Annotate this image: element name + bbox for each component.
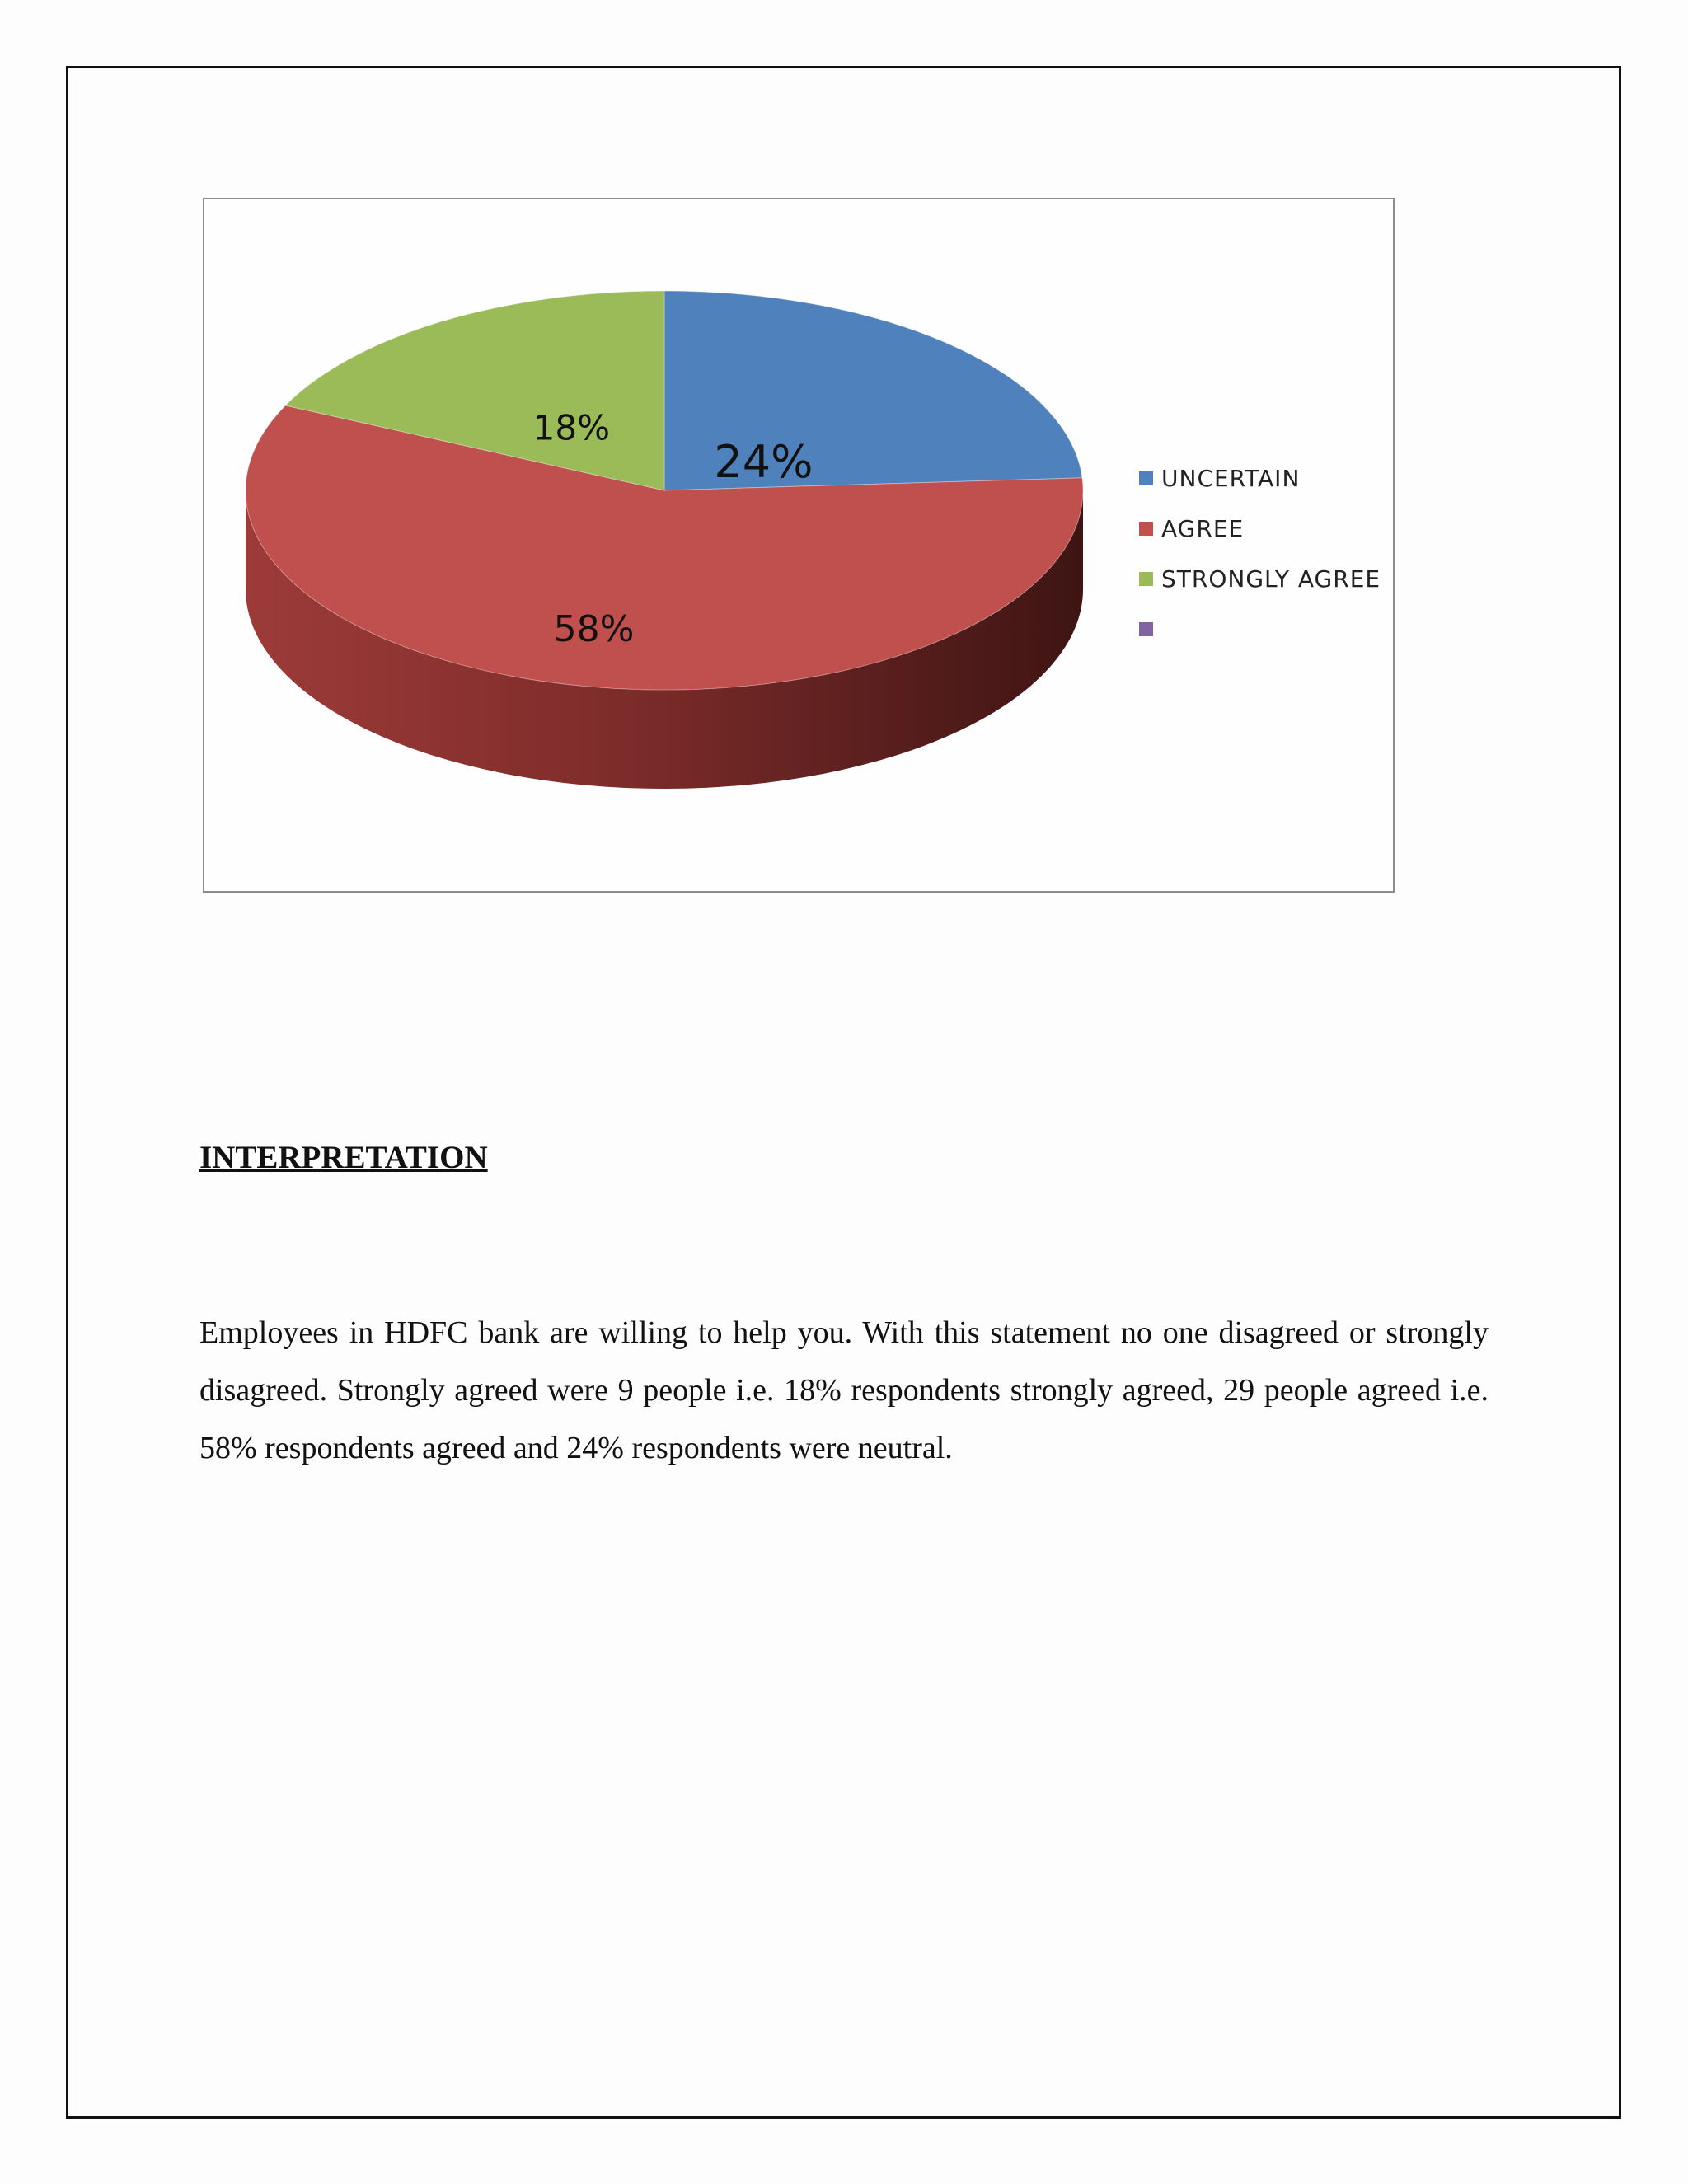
legend-item-agree — [1139, 504, 1386, 554]
data-label-uncertain: 24% — [714, 435, 814, 488]
legend-label-uncertain: UNCERTAIN — [1161, 465, 1301, 492]
chart-legend — [1139, 453, 1386, 654]
legend-label-strongly-agree: STRONGLY AGREE — [1161, 565, 1381, 593]
legend-swatch-uncertain — [1139, 471, 1153, 485]
legend-swatch-agree — [1139, 522, 1153, 536]
legend-item-uncertain — [1139, 453, 1386, 504]
legend-item-strongly-agree — [1139, 554, 1386, 604]
interpretation-heading: INTERPRETATION — [199, 1140, 488, 1175]
legend-item-series-4 — [1139, 604, 1386, 654]
data-label-agree: 58% — [553, 608, 635, 651]
data-label-strongly-agree: 18% — [532, 407, 611, 448]
legend-swatch-strongly-agree — [1139, 572, 1153, 586]
legend-swatch-series-4 — [1139, 622, 1153, 636]
legend-label-agree: AGREE — [1161, 515, 1245, 542]
interpretation-paragraph: Employees in HDFC bank are willing to help you. With this statement no one disagreed or strongly disagreed. Strongly agreed were 9 people i.e. 18% respondents strongly agreed, 29 people agreed i.e. 58% respondents agreed and 24% respondents were neutral. — [199, 1315, 1489, 1465]
